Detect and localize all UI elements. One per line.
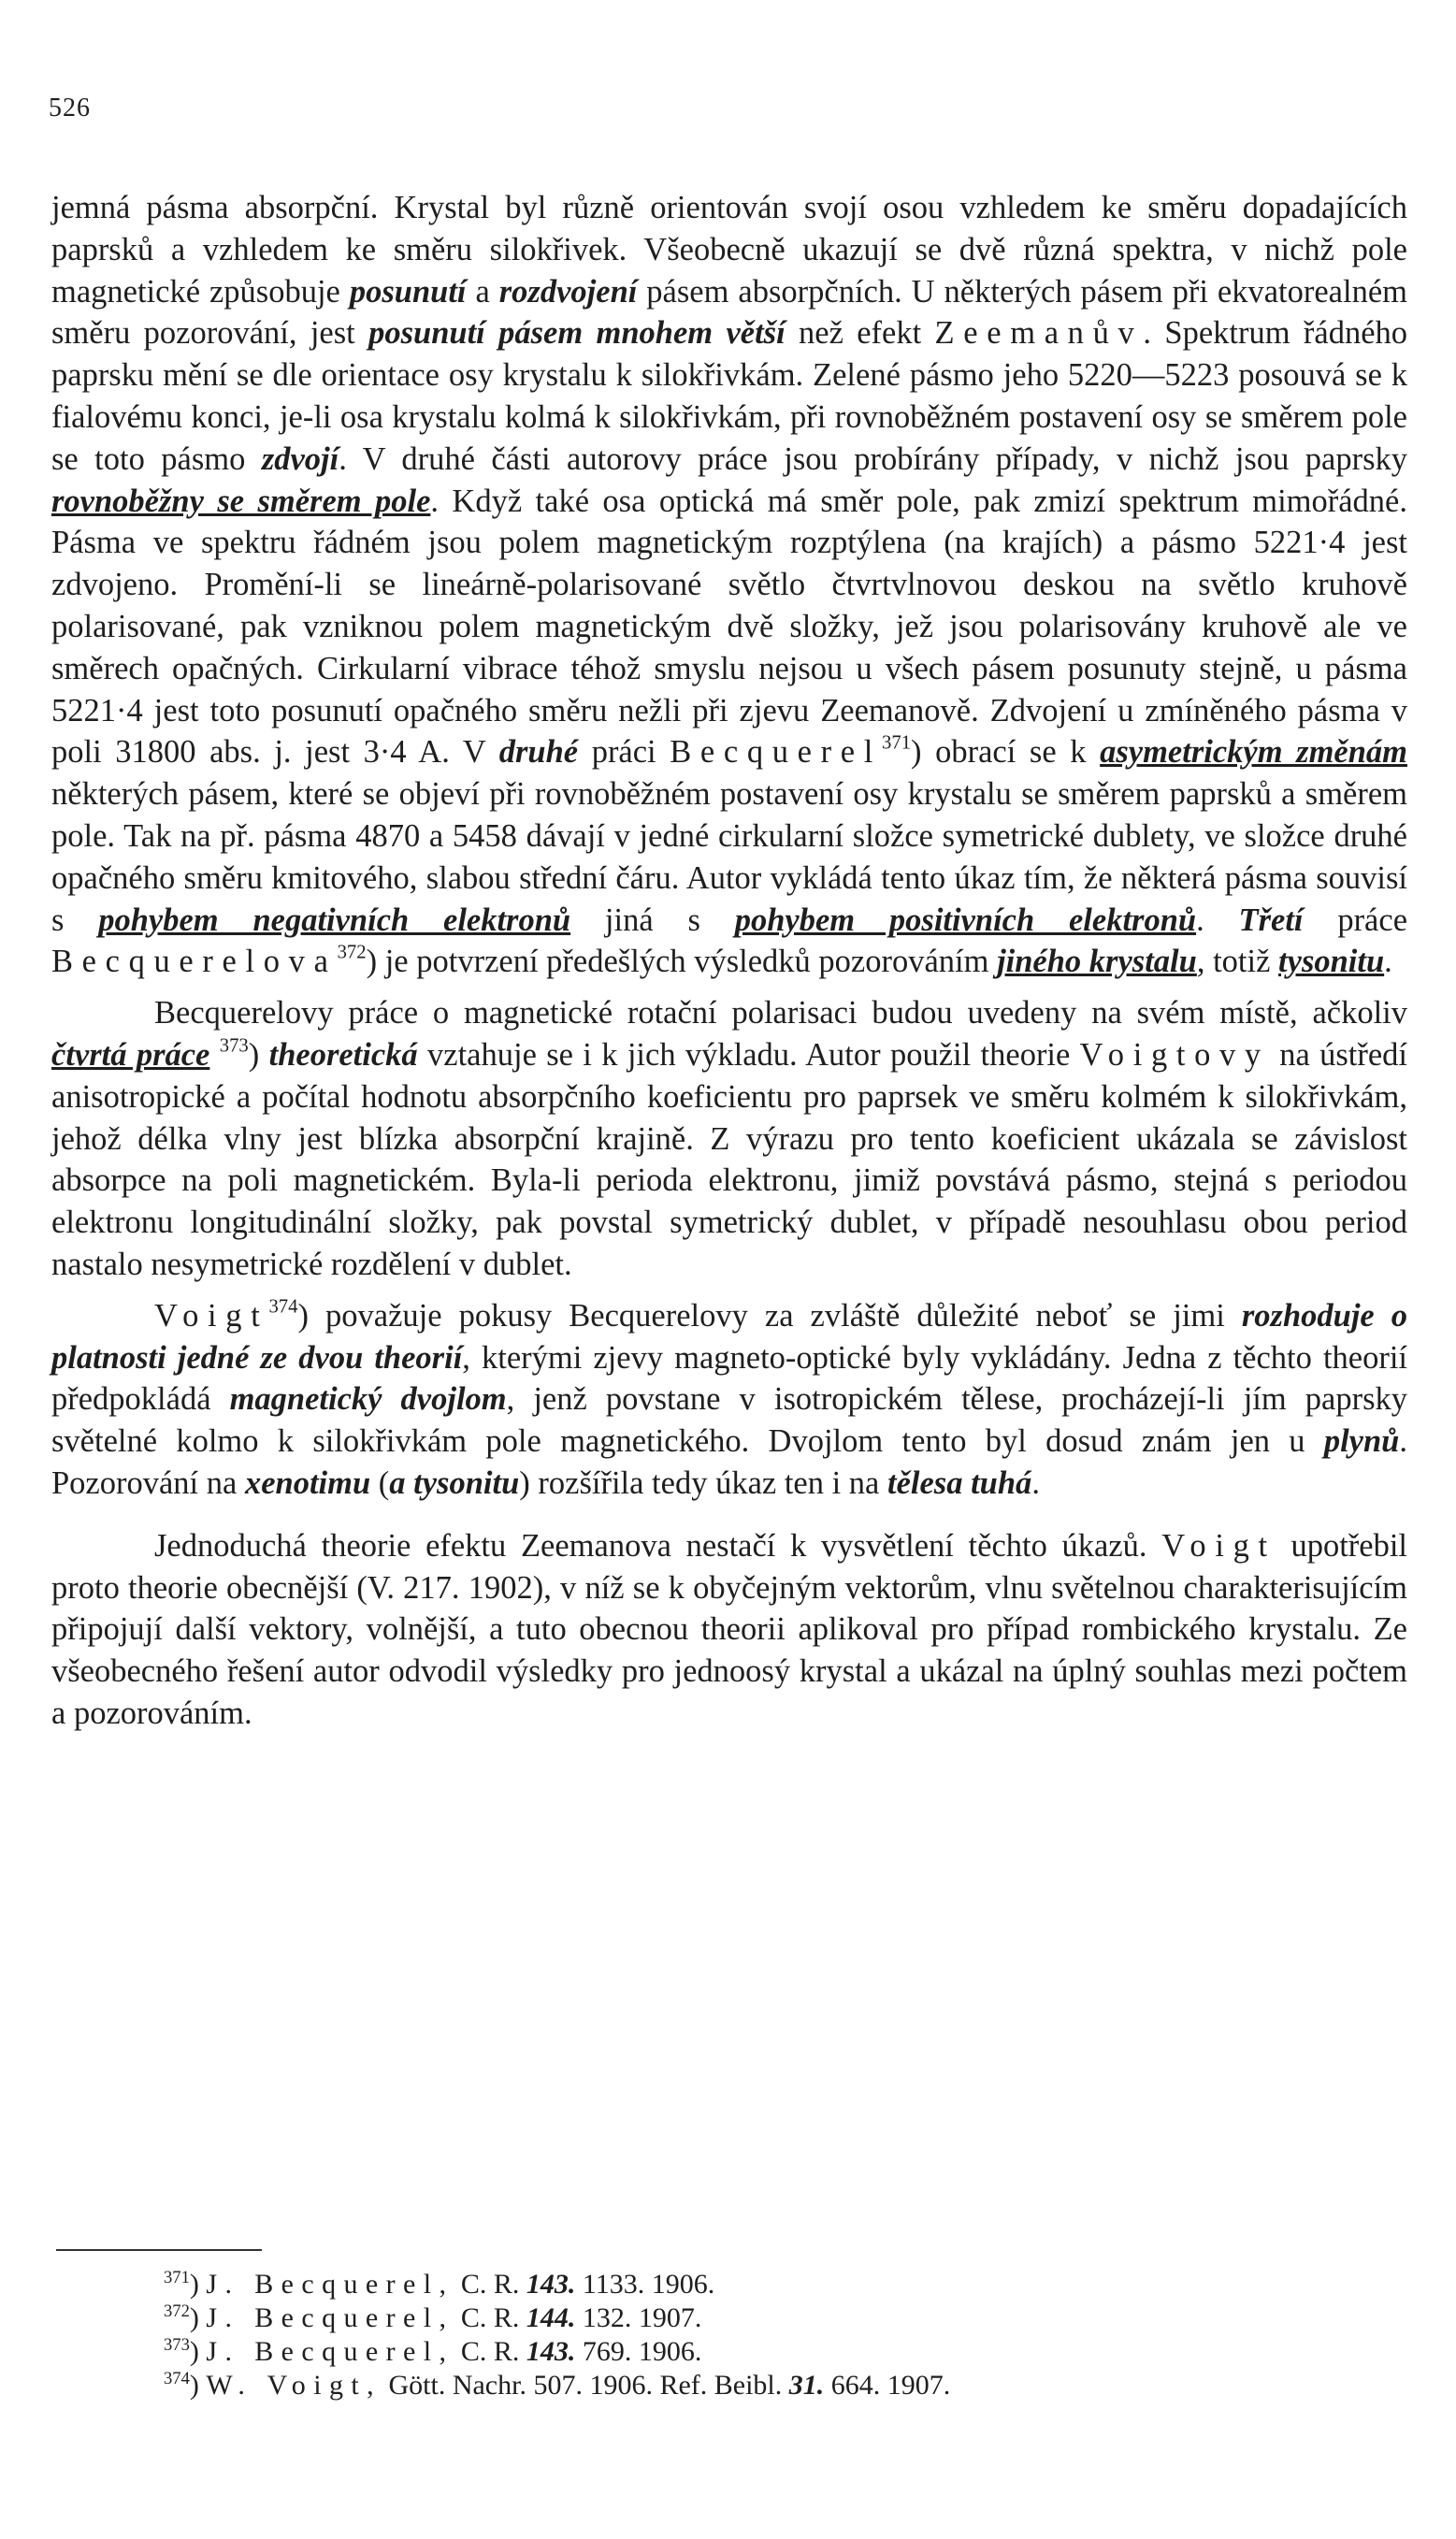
emphasis-text: a tysonitu	[389, 1464, 520, 1501]
text-run: jiná s	[570, 902, 735, 938]
emphasis-text: druhé	[498, 734, 579, 771]
text-run: . Pozorování na	[51, 1423, 1407, 1501]
footnote-ref: 372	[337, 942, 367, 963]
footnote-author: J. Becquerel,	[206, 2269, 454, 2300]
emphasis-text: asymetrickým změnám	[1100, 734, 1407, 771]
text-run: .	[1384, 944, 1392, 980]
person-name: Voigt	[154, 1297, 269, 1334]
emphasis-text: Třetí	[1238, 902, 1304, 938]
footnote-372: $^{372}$) J. Becquerel, C. R. 144. 132. 1907.	[164, 2301, 702, 2333]
text-run: , jenž povstane v isotropickém tělese, procházejí-li jím paprsky světelné kolmo k silokřivkám pole magnetického. Dvojlom tento byl dosud znám jen u	[51, 1381, 1408, 1460]
person-name: Voigt	[1161, 1527, 1276, 1564]
paragraph-1	[51, 187, 1407, 983]
footnote-author: W. Voigt,	[206, 2370, 382, 2401]
emphasis-text: posunutí	[349, 273, 467, 310]
emphasis-text: pohybem negativních elektronů	[98, 902, 571, 938]
text-run: ) považuje pokusy Becquerelovy za zvláště důležité neboť se jimi	[297, 1297, 1242, 1334]
footnotes	[164, 2268, 1333, 2402]
emphasis-text: pohybem positivních elektronů	[734, 902, 1197, 938]
footnote-ref: 371	[882, 732, 912, 754]
footnote-374: $^{374}$) W. Voigt, Gött. Nachr. 507. 1906. Ref. Beibl. 31. 664. 1907.	[164, 2368, 951, 2401]
footnote-ref: 374	[268, 1296, 298, 1318]
text-run: )	[248, 1036, 269, 1073]
text-run: (	[370, 1464, 390, 1501]
footnote-rest: 664. 1907.	[830, 2370, 951, 2401]
text-run: na ústředí anisotropické a počítal hodnotu absorpčního koeficientu pro paprsek ve směru kolmém k silokřivkám, jehož délka vlny jest blízka absorpční krajině. Z výrazu pro tento koeficient ukázala se závislost absorpce na poli magnetickém. Byla-li perioda elektronu, jimiž povstává pásmo, stejná s periodou elektronu longitudinální složky, pak povstal symetrický dublet, v případě nesouhlasu obou period nastalo nesymetrické rozdělení v dublet.	[51, 1036, 1407, 1282]
footnote-journal: C. R.	[460, 2302, 520, 2333]
paragraph-4	[51, 1525, 1407, 1735]
footnote-number: 374	[164, 2368, 190, 2388]
text-run: .	[1196, 902, 1239, 938]
text-run: některých pásem, které se objeví při rovnoběžném postavení osy krystalu se směrem paprsků a směrem pole. Tak na př. pásma 4870 a 5458 dávají v jedné cirkularní složce symetrické dublety, ve složce druhé opačného směru kmitového, slabou střední čáru. Autor vykládá tento úkaz tím, že některá pásma souvisí s	[51, 776, 1407, 938]
text-run: . Spektrum řádného paprsku mění se dle orientace osy krystalu k silokřivkám. Zelené pásmo jeho 5220—5223 posouvá se k fialovému konci, je-li osa krystalu kolmá k silokřivkám, při rovnoběžném postavení osy se směrem pole se toto pásmo	[51, 315, 1408, 477]
text-run: práci	[578, 734, 670, 771]
footnote-author: J. Becquerel,	[206, 2302, 454, 2333]
paragraph-3	[51, 1295, 1407, 1505]
text-run: pásem absorpčních. U některých pásem při ekvatorealném směru pozorování, jest	[51, 273, 1407, 352]
footnote-rest: 132. 1907.	[582, 2302, 702, 2333]
footnote-volume: 31.	[788, 2370, 825, 2401]
emphasis-text: plynů	[1323, 1423, 1400, 1460]
paragraph-2	[51, 992, 1407, 1286]
emphasis-text: čtvrtá práce	[51, 1036, 210, 1073]
emphasis-text: magnetický dvojlom	[229, 1381, 507, 1418]
emphasis-text: jiného krystalu	[997, 944, 1197, 980]
emphasis-text: tělesa tuhá	[887, 1464, 1032, 1501]
person-name: Zeemanův	[934, 315, 1144, 352]
text-run: .	[1031, 1464, 1040, 1501]
text-run: ) je potvrzení předešlých výsledků pozorováním	[366, 944, 998, 980]
body-text	[51, 187, 1407, 1735]
emphasis-text: posunutí pásem mnohem větší	[368, 315, 786, 352]
text-run	[209, 1037, 219, 1073]
page-number: 526	[49, 94, 91, 123]
emphasis-text: xenotimu	[244, 1464, 371, 1501]
person-name: Voigtovy	[1079, 1036, 1270, 1073]
text-run: a	[466, 273, 499, 310]
footnote-journal: C. R.	[460, 2336, 520, 2367]
emphasis-text: zdvojí	[261, 440, 339, 477]
person-name: Becquerel	[670, 734, 883, 771]
text-run: ) rozšířila tedy úkaz ten i na	[519, 1464, 887, 1501]
footnote-volume: 144.	[526, 2302, 576, 2333]
footnote-journal: Gött. Nachr. 507. 1906. Ref. Beibl.	[388, 2370, 783, 2401]
footnote-volume: 143.	[526, 2336, 576, 2367]
footnote-number: 372	[164, 2301, 190, 2321]
footnote-373: $^{373}$) J. Becquerel, C. R. 143. 769. 1906.	[164, 2334, 702, 2367]
text-run: ) obrací se k	[911, 734, 1101, 771]
text-run: Jednoduchá theorie efektu Zeemanova nestačí k vysvětlení těchto úkazů.	[154, 1527, 1162, 1564]
text-run: Becquerelovy práce o magnetické rotační polarisaci budou uvedeny na svém místě, ačkoliv	[154, 995, 1407, 1031]
emphasis-text: rozdvojení	[498, 273, 638, 310]
emphasis-text: theoretická	[268, 1036, 418, 1073]
footnote-number: 373	[164, 2334, 190, 2355]
footnote-ref: 373	[219, 1035, 249, 1057]
text-run: práce	[1303, 902, 1408, 938]
text-run: , totiž	[1196, 944, 1279, 980]
footnote-rule	[56, 2249, 262, 2251]
text-run: . Když také osa optická má směr pole, pak zmizí spektrum mimořádné. Pásma ve spektru řádném jsou polem magnetickým rozptýlena (na krajích) a pásmo 5221·4 jest zdvojeno. Promění-li se lineárně-polarisované světlo čtvrtvlnovou deskou na světlo kruhově polarisované, pak vzniknou polem magnetickým dvě složky, jež jsou polarisovány kruhově ale ve směrech opačných. Cirkularní vibrace téhož smyslu nejsou u všech pásem posunuty stejně, u pásma 5221·4 jest toto posunutí opačného směru nežli při zjevu Zeemanově. Zdvojení u zmíněného pásma v poli 31800 abs. j. jest 3·4 A. V	[51, 483, 1407, 771]
text-run: , kterými zjevy magneto-optické byly vykládány. Jedna z těchto theorií předpokládá	[51, 1339, 1408, 1418]
footnote-journal: C. R.	[460, 2269, 520, 2300]
person-name: Becquerelova	[51, 944, 338, 980]
footnote-rest: 769. 1906.	[582, 2336, 702, 2367]
footnote-rest: 1133. 1906.	[582, 2269, 715, 2300]
emphasis-text: tysonitu	[1278, 944, 1385, 980]
emphasis-text: rozhoduje o platnosti jedné ze dvou theorií	[51, 1297, 1408, 1376]
emphasis-text: rovnoběžny se směrem pole	[51, 483, 431, 519]
text-run: jemná pásma absorpční. Krystal byl různě orientován svojí osou vzhledem ke směru dopadajících paprsků a vzhledem ke směru silokřivek. Všeobecně ukazují se dvě různá spektra, v nichž pole magnetické způsobuje	[51, 190, 1407, 310]
text-run: upotřebil proto theorie obecnější (V. 217. 1902), v níž se k obyčejným vektorům, vlnu světelnou charakterisujícím připojují další vektory, volnější, a tuto obecnou theorii aplikoval pro případ rombického krystalu. Ze všeobecného řešení autor odvodil výsledky pro jednoosý krystal a ukázal na úplný souhlas mezi počtem a pozorováním.	[51, 1527, 1407, 1731]
footnote-author: J. Becquerel,	[206, 2336, 454, 2367]
text-run: než efekt	[785, 315, 935, 352]
footnote-371: $^{371}$) J. Becquerel, C. R. 143. 1133. 1906.	[164, 2267, 715, 2300]
text-run: vztahuje se i k jich výkladu. Autor použil theorie	[417, 1036, 1080, 1073]
footnote-volume: 143.	[526, 2269, 576, 2300]
text-run: . V druhé části autorovy práce jsou probírány případy, v nichž jsou paprsky	[339, 440, 1407, 477]
footnote-number: 371	[164, 2267, 190, 2287]
